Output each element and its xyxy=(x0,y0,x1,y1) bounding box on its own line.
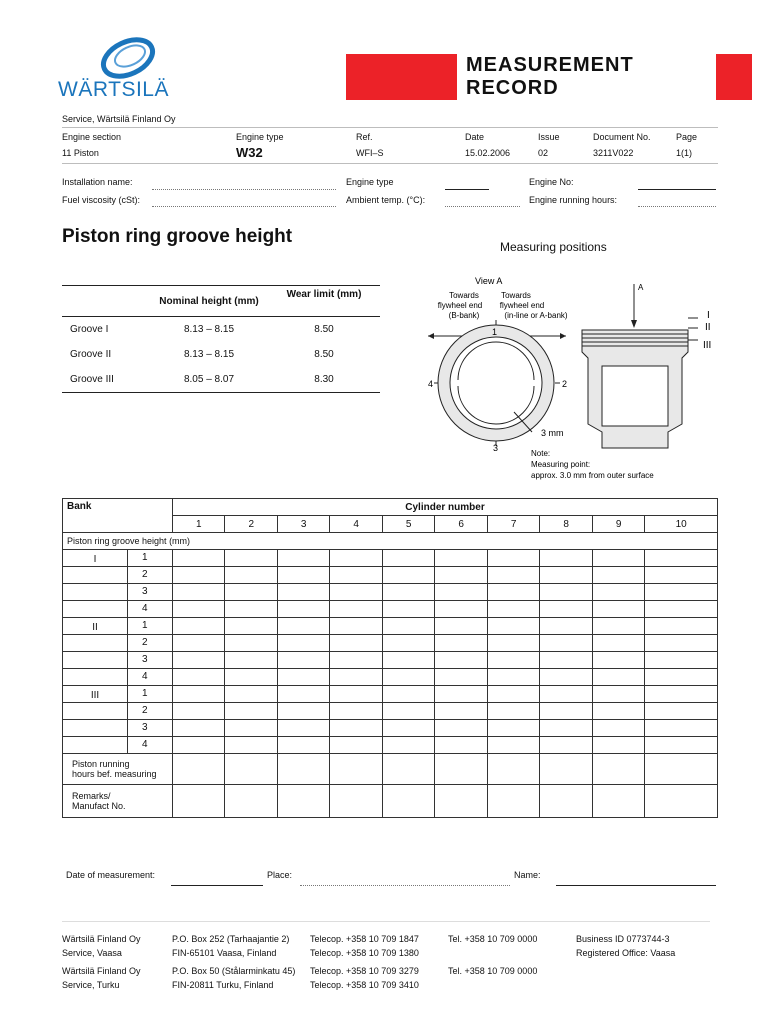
bank-label xyxy=(63,703,127,719)
cylinder-number-3: 3 xyxy=(277,516,329,533)
footer-row: Service, Turku FIN-20811 Turku, Finland Telecop. +358 10 709 3410 xyxy=(62,980,419,990)
svg-text:Note:: Note: xyxy=(531,449,551,458)
document-title: MEASUREMENT RECORD xyxy=(466,54,634,99)
cylinder-number-10: 10 xyxy=(645,516,718,533)
measurement-cell[interactable] xyxy=(592,550,644,567)
table-row xyxy=(63,618,718,635)
measurement-cell[interactable] xyxy=(382,567,434,584)
table-row xyxy=(63,737,718,754)
svg-text:flywheel end: flywheel end xyxy=(437,301,483,310)
installation-name-field[interactable] xyxy=(152,189,336,190)
engine-no-field[interactable] xyxy=(638,189,716,190)
logo-text: WÄRTSILÄ xyxy=(58,78,169,101)
measurement-cell[interactable] xyxy=(277,703,329,720)
measurement-cell[interactable] xyxy=(330,618,382,635)
table-row xyxy=(63,550,718,567)
red-bar-right xyxy=(716,54,752,100)
svg-text:(B-bank): (B-bank) xyxy=(448,311,480,320)
measurement-cell[interactable] xyxy=(435,567,487,584)
measuring-positions-title: Measuring positions xyxy=(500,240,607,254)
measurement-cell[interactable] xyxy=(173,686,225,703)
cylinder-number-4: 4 xyxy=(330,516,382,533)
fuel-viscosity-field[interactable] xyxy=(152,206,336,207)
measurement-cell[interactable] xyxy=(487,669,539,686)
table-row xyxy=(63,652,718,669)
measurement-cell[interactable] xyxy=(540,635,592,652)
measurement-cell[interactable] xyxy=(435,652,487,669)
position-label: 3 xyxy=(127,720,172,736)
measurement-cell[interactable] xyxy=(173,669,225,686)
measurement-cell[interactable] xyxy=(225,584,277,601)
measurement-cell[interactable] xyxy=(277,652,329,669)
cylinder-number-2: 2 xyxy=(225,516,277,533)
date-of-measurement-label: Date of measurement: xyxy=(66,870,156,880)
position-label: 2 xyxy=(127,703,172,719)
measurement-cell[interactable] xyxy=(173,618,225,635)
svg-text:1: 1 xyxy=(492,327,498,337)
field-date: Date 15.02.2006 xyxy=(465,132,511,158)
svg-text:Towards: Towards xyxy=(449,291,479,300)
measurement-cell[interactable] xyxy=(487,703,539,720)
svg-text:flywheel end: flywheel end xyxy=(499,301,545,310)
place-field[interactable] xyxy=(300,885,510,886)
measurement-cell[interactable] xyxy=(382,737,434,754)
measurement-cell[interactable] xyxy=(487,618,539,635)
measurement-cell[interactable] xyxy=(540,618,592,635)
piston-diagram xyxy=(398,270,718,488)
measurement-cell[interactable] xyxy=(645,635,718,652)
measurement-cell[interactable] xyxy=(330,669,382,686)
measurement-cell[interactable] xyxy=(540,567,592,584)
view-a-label: View A xyxy=(475,276,503,286)
measurement-cell[interactable] xyxy=(645,584,718,601)
table-row xyxy=(63,720,718,737)
measurement-cell[interactable] xyxy=(592,652,644,669)
measurement-cell[interactable] xyxy=(645,550,718,567)
engine-hours-field[interactable] xyxy=(638,206,716,207)
svg-text:III: III xyxy=(703,340,712,351)
name-field[interactable] xyxy=(556,885,716,886)
bank-label xyxy=(63,669,127,685)
svg-text:3 mm: 3 mm xyxy=(541,428,564,438)
measurement-cell[interactable] xyxy=(487,601,539,618)
footer-row: Service, Vaasa FIN-65101 Vaasa, Finland Telecop. +358 10 709 1380 Registered Office: Vaasa xyxy=(62,948,676,958)
measurement-cell[interactable] xyxy=(277,584,329,601)
table-row: Groove II 8.13 – 8.15 8.50 xyxy=(70,349,334,360)
svg-text:approx. 3.0 mm from outer surf: approx. 3.0 mm from outer surface xyxy=(531,471,654,480)
date-of-measurement-field[interactable] xyxy=(171,885,263,886)
svg-text:I: I xyxy=(707,310,710,321)
measurement-cell[interactable] xyxy=(330,550,382,567)
nominal-table xyxy=(62,285,380,393)
measurement-cell[interactable] xyxy=(173,720,225,737)
measurement-cell[interactable] xyxy=(277,635,329,652)
measurement-cell[interactable] xyxy=(540,720,592,737)
measurement-cell[interactable] xyxy=(645,686,718,703)
position-label: 1 xyxy=(127,550,172,566)
position-label: 3 xyxy=(127,584,172,600)
bank-label xyxy=(63,567,127,583)
cylinder-number-7: 7 xyxy=(487,516,539,533)
footer-row: Wärtsilä Finland Oy P.O. Box 50 (Stålarminkatu 45) Telecop. +358 10 709 3279 Tel. +358 10 709 0000 xyxy=(62,966,538,976)
measurement-cell[interactable] xyxy=(540,686,592,703)
measurement-cell[interactable] xyxy=(330,737,382,754)
footer-row: Wärtsilä Finland Oy P.O. Box 252 (Tarhaajantie 2) Telecop. +358 10 709 1847 Tel. +358 10 709 0000 Business ID 0773744-3 xyxy=(62,934,670,944)
measurement-cell[interactable] xyxy=(645,669,718,686)
bank-label xyxy=(63,584,127,600)
measurement-cell[interactable] xyxy=(330,601,382,618)
measurement-cell[interactable] xyxy=(435,686,487,703)
measurement-cell[interactable] xyxy=(330,652,382,669)
table-row xyxy=(63,567,718,584)
measurement-cell[interactable] xyxy=(487,567,539,584)
position-label: 2 xyxy=(127,567,172,583)
measurement-cell[interactable] xyxy=(435,703,487,720)
cylinder-number-9: 9 xyxy=(592,516,644,533)
position-label: 3 xyxy=(127,652,172,668)
footer xyxy=(62,932,718,992)
measurement-cell[interactable] xyxy=(173,703,225,720)
cylinder-number-6: 6 xyxy=(435,516,487,533)
measurement-cell[interactable] xyxy=(225,601,277,618)
measurement-cell[interactable] xyxy=(645,567,718,584)
measurement-cell[interactable] xyxy=(277,686,329,703)
measurement-cell[interactable] xyxy=(277,601,329,618)
grid-header-row: Bank Cylinder number xyxy=(63,499,718,516)
hours-row: Piston running hours bef. measuring xyxy=(63,754,718,785)
measurement-cell[interactable] xyxy=(382,635,434,652)
measurement-cell[interactable] xyxy=(435,737,487,754)
svg-text:Measuring point:: Measuring point: xyxy=(531,460,591,469)
measurement-cell[interactable] xyxy=(645,618,718,635)
measurement-cell[interactable] xyxy=(487,652,539,669)
engine-type-field[interactable] xyxy=(445,189,489,190)
measurement-cell[interactable] xyxy=(225,567,277,584)
measurement-cell[interactable] xyxy=(540,703,592,720)
company-name: Service, Wärtsilä Finland Oy xyxy=(62,114,176,124)
svg-text:4: 4 xyxy=(428,379,434,389)
measurement-cell[interactable] xyxy=(487,550,539,567)
measurement-cell[interactable] xyxy=(435,618,487,635)
measurement-cell[interactable] xyxy=(382,720,434,737)
fuel-viscosity-label: Fuel viscosity (cSt): xyxy=(62,195,141,205)
measurement-cell[interactable] xyxy=(487,686,539,703)
measurement-cell[interactable] xyxy=(592,618,644,635)
bank-label xyxy=(63,635,127,651)
measurement-cell[interactable] xyxy=(435,601,487,618)
measurement-cell[interactable] xyxy=(487,635,539,652)
table-row xyxy=(63,686,718,703)
measurement-cell[interactable] xyxy=(645,720,718,737)
measurement-cell[interactable] xyxy=(592,720,644,737)
measurement-cell[interactable] xyxy=(277,618,329,635)
table-row xyxy=(63,669,718,686)
table-row: Groove III 8.05 – 8.07 8.30 xyxy=(62,367,380,393)
measurement-cell[interactable] xyxy=(173,550,225,567)
field-page: Page 1(1) xyxy=(676,132,698,158)
measurement-cell[interactable] xyxy=(540,669,592,686)
table-row xyxy=(63,635,718,652)
measurement-cell[interactable] xyxy=(225,618,277,635)
measurement-cell[interactable] xyxy=(435,550,487,567)
measurement-cell[interactable] xyxy=(330,720,382,737)
measurement-cell[interactable] xyxy=(540,550,592,567)
measurement-cell[interactable] xyxy=(277,720,329,737)
field-ref: Ref. WFI–S xyxy=(356,132,384,158)
svg-text:(in-line or A-bank): (in-line or A-bank) xyxy=(504,311,568,320)
measurement-cell[interactable] xyxy=(225,652,277,669)
measurement-cell[interactable] xyxy=(487,584,539,601)
table-header-row: Nominal height (mm) Wear limit (mm) xyxy=(62,286,380,317)
bank-label xyxy=(63,601,127,617)
measurement-cell[interactable] xyxy=(435,584,487,601)
engine-no-label: Engine No: xyxy=(529,177,574,187)
groove-height-title-row: Piston ring groove height (mm) xyxy=(63,533,718,550)
field-issue: Issue 02 xyxy=(538,132,560,158)
bank-label: I xyxy=(93,554,97,565)
bank-label xyxy=(63,652,127,668)
measurement-cell[interactable] xyxy=(592,737,644,754)
measurement-cell[interactable] xyxy=(330,635,382,652)
measurement-cell[interactable] xyxy=(592,703,644,720)
measurement-cell[interactable] xyxy=(487,737,539,754)
measurement-cell[interactable] xyxy=(225,737,277,754)
svg-text:2: 2 xyxy=(562,379,568,389)
measurement-cell[interactable] xyxy=(225,635,277,652)
measurement-cell[interactable] xyxy=(225,669,277,686)
cylinder-number-1: 1 xyxy=(173,516,225,533)
measurement-cell[interactable] xyxy=(645,652,718,669)
field-engine-type: Engine type W32 xyxy=(236,132,284,160)
measurement-cell[interactable] xyxy=(225,720,277,737)
svg-text:II: II xyxy=(705,322,711,333)
installation-name-label: Installation name: xyxy=(62,177,133,187)
svg-text:3: 3 xyxy=(493,443,499,453)
bank-label: III xyxy=(90,690,100,701)
measurement-cell[interactable] xyxy=(330,567,382,584)
table-row xyxy=(63,703,718,720)
measurement-cell[interactable] xyxy=(382,584,434,601)
engine-hours-label: Engine running hours: xyxy=(529,195,618,205)
measurement-cell[interactable] xyxy=(173,584,225,601)
measurement-cell[interactable] xyxy=(330,686,382,703)
ambient-temp-field[interactable] xyxy=(445,206,520,207)
measurement-cell[interactable] xyxy=(225,550,277,567)
measurement-cell[interactable] xyxy=(277,669,329,686)
svg-text:A: A xyxy=(638,283,644,292)
section-title: Piston ring groove height xyxy=(62,226,293,247)
measurement-cell[interactable] xyxy=(382,550,434,567)
measurement-cell[interactable] xyxy=(645,703,718,720)
wartsila-logo xyxy=(58,36,178,102)
position-label: 1 xyxy=(127,618,172,634)
engine-type-label: Engine type xyxy=(346,177,394,187)
measurement-cell[interactable] xyxy=(592,686,644,703)
ambient-temp-label: Ambient temp. (°C): xyxy=(346,195,426,205)
measurement-cell[interactable] xyxy=(487,720,539,737)
measurement-cell[interactable] xyxy=(435,720,487,737)
measurement-cell[interactable] xyxy=(173,635,225,652)
name-label: Name: xyxy=(514,870,541,880)
measurement-cell[interactable] xyxy=(645,737,718,754)
table-row xyxy=(63,601,718,618)
measurement-cell[interactable] xyxy=(540,737,592,754)
measurement-cell[interactable] xyxy=(540,652,592,669)
measurement-cell[interactable] xyxy=(435,635,487,652)
measurement-cell[interactable] xyxy=(540,601,592,618)
red-bar-left xyxy=(346,54,457,100)
measurement-cell[interactable] xyxy=(382,601,434,618)
measurement-cell[interactable] xyxy=(277,550,329,567)
svg-text:Towards: Towards xyxy=(501,291,531,300)
bank-label: II xyxy=(92,622,98,633)
position-label: 2 xyxy=(127,635,172,651)
measurement-cell[interactable] xyxy=(277,567,329,584)
measurement-cell[interactable] xyxy=(592,567,644,584)
field-document-no: Document No. 3211V022 xyxy=(593,132,651,158)
measurement-cell[interactable] xyxy=(382,669,434,686)
measurement-cell[interactable] xyxy=(382,652,434,669)
measurement-cell[interactable] xyxy=(645,601,718,618)
measurement-cell[interactable] xyxy=(592,584,644,601)
measurement-cell[interactable] xyxy=(382,618,434,635)
measurement-cell[interactable] xyxy=(173,737,225,754)
measurement-cell[interactable] xyxy=(225,686,277,703)
bank-label xyxy=(63,737,127,753)
measurement-cell[interactable] xyxy=(592,601,644,618)
place-label: Place: xyxy=(267,870,293,880)
table-row xyxy=(63,584,718,601)
position-label: 1 xyxy=(127,686,172,702)
measurement-cell[interactable] xyxy=(382,703,434,720)
measurement-cell[interactable] xyxy=(173,652,225,669)
remarks-row: Remarks/ Manufact No. xyxy=(63,785,718,818)
measurement-cell[interactable] xyxy=(592,669,644,686)
measurement-grid xyxy=(62,498,718,818)
measurement-cell[interactable] xyxy=(173,567,225,584)
cylinder-number-5: 5 xyxy=(382,516,434,533)
measurement-cell[interactable] xyxy=(330,584,382,601)
measurement-cell[interactable] xyxy=(173,601,225,618)
measurement-cell[interactable] xyxy=(225,703,277,720)
position-label: 4 xyxy=(127,737,172,753)
cylinder-number-8: 8 xyxy=(540,516,592,533)
measurement-cell[interactable] xyxy=(592,635,644,652)
field-engine-section: Engine section 11 Piston xyxy=(62,132,122,158)
position-label: 4 xyxy=(127,601,172,617)
measurement-cell[interactable] xyxy=(277,737,329,754)
bank-label xyxy=(63,720,127,736)
position-label: 4 xyxy=(127,669,172,685)
measurement-cell[interactable] xyxy=(435,669,487,686)
measurement-cell[interactable] xyxy=(330,703,382,720)
table-row: Groove I 8.13 – 8.15 8.50 xyxy=(70,324,334,335)
measurement-cell[interactable] xyxy=(540,584,592,601)
measurement-cell[interactable] xyxy=(382,686,434,703)
